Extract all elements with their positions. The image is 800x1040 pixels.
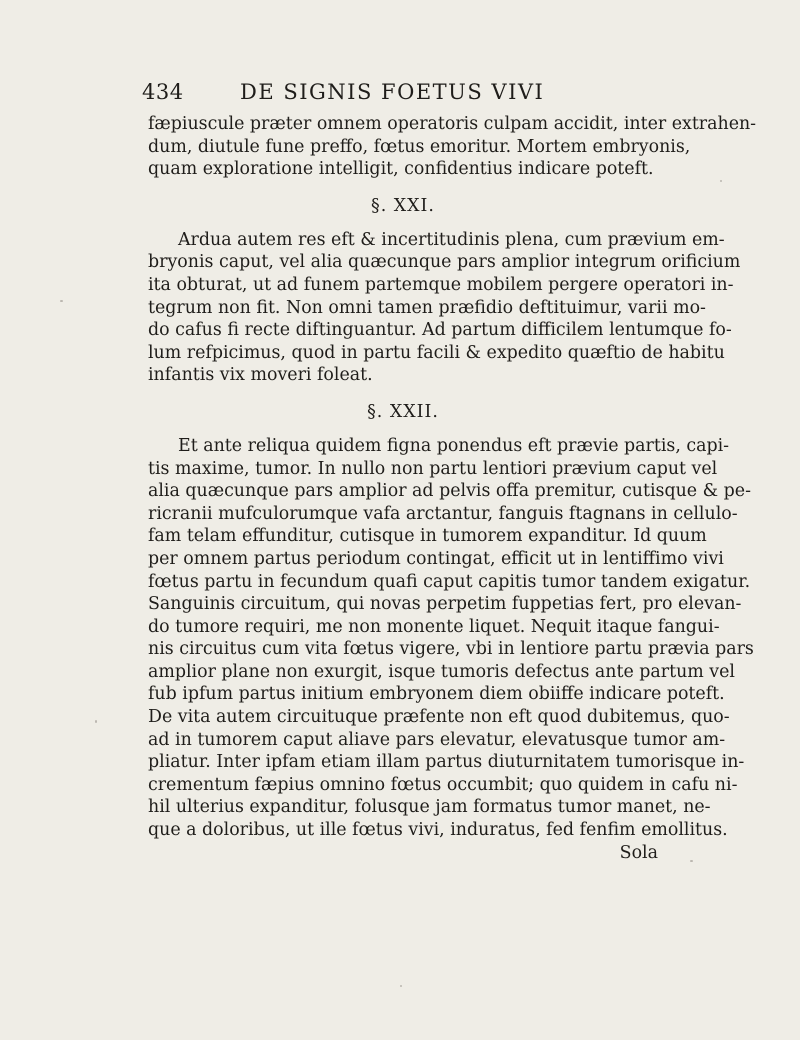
text-line: tegrum non fit. Non omni tamen præfidio deftituimur, varii mo-: [148, 297, 706, 318]
text-line: bryonis caput, vel alia quæcunque pars amplior integrum orificium: [148, 252, 741, 273]
body-text: [148, 113, 757, 864]
text-line: De vita autem circuituque præfente non eft quod dubitemus, quo-: [148, 707, 730, 728]
page-header: [142, 80, 662, 110]
text-line: Ardua autem res eft & incertitudinis plena, cum prævium em-: [178, 229, 725, 250]
text-line: que a doloribus, ut ille fœtus vivi, induratus, fed fenfim emollitus.: [148, 820, 728, 841]
section-heading-21: §. XXI.: [371, 195, 435, 216]
section-heading-22: §. XXII.: [367, 401, 439, 422]
paper-speck: [95, 720, 97, 723]
text-line: Sanguinis circuitum, qui novas perpetim fuppetias fert, pro elevan-: [148, 594, 742, 615]
text-line: ad in tumorem caput aliave pars elevatur, elevatusque tumor am-: [148, 729, 726, 750]
text-line: per omnem partus periodum contingat, efficit ut in lentiffimo vivi: [148, 548, 724, 569]
paper-speck: [60, 300, 63, 302]
text-line: quam exploratione intelligit, confidentius indicare poteft.: [148, 159, 654, 180]
text-line: pliatur. Inter ipfam etiam illam partus diuturnitatem tumorisque in-: [148, 752, 745, 773]
text-line: ricranii mufculorumque vafa arctantur, fanguis ftagnans in cellulo-: [148, 503, 738, 524]
text-line: hil ulterius expanditur, folusque jam formatus tumor manet, ne-: [148, 797, 711, 818]
paragraph-2: [148, 229, 741, 387]
catchword: Sola: [619, 842, 658, 863]
text-line: fæpiuscule præter omnem operatoris culpam accidit, inter extrahen-: [148, 114, 757, 134]
text-line: fam telam effunditur, cutisque in tumorem expanditur. Id quum: [148, 526, 707, 547]
text-line: do cafus fi recte diftinguantur. Ad partum difficilem lentumque fo-: [148, 320, 732, 341]
text-line: infantis vix moveri foleat.: [148, 365, 373, 386]
text-line: do tumore requiri, me non monente liquet. Nequit itaque fangui-: [148, 616, 720, 637]
paper-speck: [400, 985, 402, 987]
paper-speck: [690, 860, 693, 862]
text-line: Et ante reliqua quidem figna ponendus eft prævie partis, capi-: [178, 435, 730, 456]
text-line: ita obturat, ut ad funem partemque mobilem pergere operatori in-: [148, 274, 734, 295]
text-line: lum refpicimus, quod in partu facili & expedito quæftio de habitu: [148, 342, 725, 363]
text-line: fœtus partu in fecundum quafi caput capitis tumor tandem exigatur.: [148, 571, 751, 592]
paper-speck: [720, 180, 722, 182]
running-head: DE SIGNIS FOETUS VIVI: [240, 80, 545, 104]
text-line: crementum fæpius omnino fœtus occumbit; quo quidem in cafu ni-: [148, 774, 738, 795]
page-number: 434: [142, 80, 184, 104]
text-line: nis circuitus cum vita fœtus vigere, vbi in lentiore partu prævia pars: [148, 639, 754, 660]
text-line: dum, diutule fune preffo, fœtus emoritur. Mortem embryonis,: [148, 136, 691, 157]
text-line: alia quæcunque pars amplior ad pelvis offa premitur, cutisque & pe-: [148, 481, 751, 502]
text-line: tis maxime, tumor. In nullo non partu lentiori prævium caput vel: [148, 458, 718, 479]
text-line: fub ipfum partus initium embryonem diem obiiffe indicare poteft.: [148, 684, 725, 705]
text-line: amplior plane non exurgit, isque tumoris defectus ante partum vel: [148, 661, 735, 682]
paragraph-3: [148, 435, 754, 842]
paragraph-1: [148, 113, 757, 181]
